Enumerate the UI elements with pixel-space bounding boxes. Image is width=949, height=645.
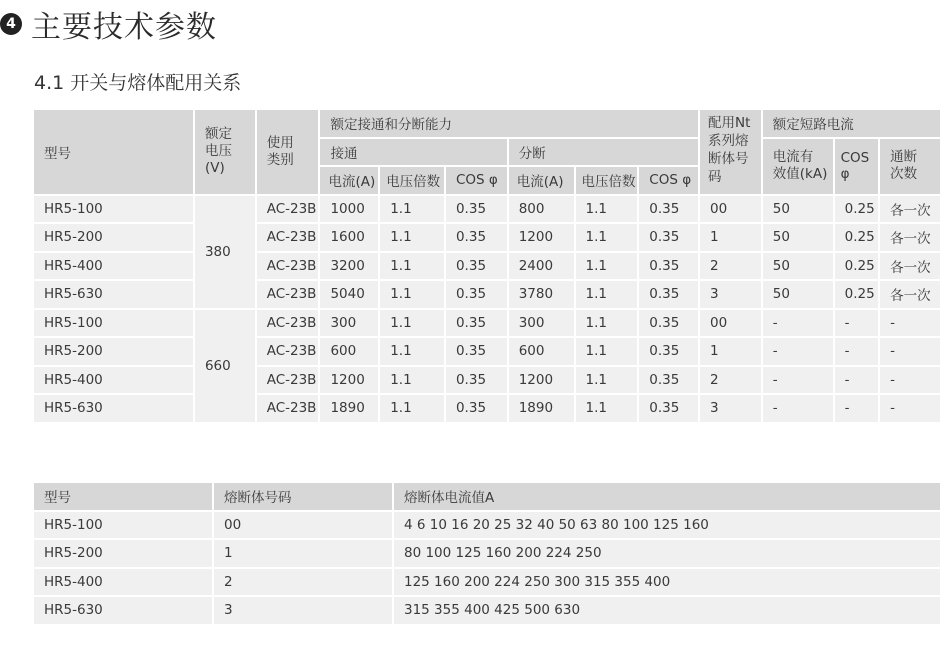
cell-break-voltage-multiple: 1.1 <box>576 338 638 365</box>
cell-fuse-current-values: 80 100 125 160 200 224 250 <box>394 540 940 567</box>
cell-break-voltage-multiple: 1.1 <box>576 253 638 280</box>
cell-break-current: 1200 <box>509 367 574 394</box>
cell-make-voltage-multiple: 1.1 <box>380 338 444 365</box>
cell-make-voltage-multiple: 1.1 <box>380 224 444 251</box>
cell-breaking-times: 各一次 <box>880 196 940 223</box>
table-row <box>34 196 940 223</box>
header-sc-cos: COS φ <box>835 139 879 194</box>
cell-model: HR5-200 <box>34 338 193 365</box>
table-row <box>34 224 940 251</box>
table-row <box>34 281 940 308</box>
cell-nt-code: 1 <box>700 338 761 365</box>
cell-make-current: 600 <box>320 338 378 365</box>
cell-sc-cos: 0.25 <box>835 196 879 223</box>
cell-break-current: 300 <box>509 310 574 337</box>
header-model: 型号 <box>34 110 193 194</box>
cell-model: HR5-100 <box>34 512 212 539</box>
cell-make-current: 1000 <box>320 196 378 223</box>
cell-fuse-current-values: 315 355 400 425 500 630 <box>394 597 940 624</box>
cell-make-cos: 0.35 <box>446 196 507 223</box>
cell-rated-voltage: 660 <box>195 310 255 422</box>
cell-break-cos: 0.35 <box>639 310 698 337</box>
cell-category: AC-23B <box>257 310 319 337</box>
header-rms-current: 电流有 效值(kA) <box>763 139 833 194</box>
cell-breaking-times: - <box>880 338 940 365</box>
cell-nt-code: 00 <box>700 310 761 337</box>
header-fuse-code: 熔断体号码 <box>214 483 392 510</box>
header-nt-series: 配用Nt 系列熔 断体号 码 <box>700 110 761 194</box>
cell-rms-current: - <box>763 395 833 422</box>
table-header-row <box>34 483 940 510</box>
cell-make-voltage-multiple: 1.1 <box>380 395 444 422</box>
cell-breaking-times: 各一次 <box>880 281 940 308</box>
cell-model: HR5-630 <box>34 597 212 624</box>
cell-model: HR5-630 <box>34 395 193 422</box>
cell-break-voltage-multiple: 1.1 <box>576 310 638 337</box>
cell-rms-current: - <box>763 310 833 337</box>
cell-make-current: 1600 <box>320 224 378 251</box>
table-row <box>34 395 940 422</box>
cell-nt-code: 00 <box>700 196 761 223</box>
header-breaking-times: 通断 次数 <box>880 139 940 194</box>
cell-make-cos: 0.35 <box>446 281 507 308</box>
cell-rms-current: - <box>763 367 833 394</box>
cell-make-current: 1200 <box>320 367 378 394</box>
cell-nt-code: 2 <box>700 253 761 280</box>
cell-fuse-current-values: 4 6 10 16 20 25 32 40 50 63 80 100 125 160 <box>394 512 940 539</box>
cell-break-current: 2400 <box>509 253 574 280</box>
table-row <box>34 338 940 365</box>
cell-break-current: 3780 <box>509 281 574 308</box>
cell-rms-current: 50 <box>763 196 833 223</box>
cell-make-voltage-multiple: 1.1 <box>380 281 444 308</box>
cell-fuse-code: 3 <box>214 597 392 624</box>
cell-make-current: 1890 <box>320 395 378 422</box>
cell-sc-cos: - <box>835 395 879 422</box>
cell-model: HR5-200 <box>34 540 212 567</box>
cell-model: HR5-630 <box>34 281 193 308</box>
cell-model: HR5-400 <box>34 569 212 596</box>
cell-make-current: 300 <box>320 310 378 337</box>
cell-model: HR5-400 <box>34 253 193 280</box>
cell-make-cos: 0.35 <box>446 338 507 365</box>
header-category: 使用 类别 <box>257 110 319 194</box>
cell-break-cos: 0.35 <box>639 196 698 223</box>
cell-rated-voltage: 380 <box>195 196 255 308</box>
cell-make-cos: 0.35 <box>446 253 507 280</box>
cell-break-voltage-multiple: 1.1 <box>576 395 638 422</box>
cell-break-current: 600 <box>509 338 574 365</box>
fuse-current-table <box>32 481 942 626</box>
table-row <box>34 540 940 567</box>
cell-break-voltage-multiple: 1.1 <box>576 224 638 251</box>
cell-rms-current: - <box>763 338 833 365</box>
cell-fuse-code: 00 <box>214 512 392 539</box>
cell-breaking-times: - <box>880 395 940 422</box>
cell-make-current: 5040 <box>320 281 378 308</box>
switch-fuse-parameters-table <box>32 108 942 424</box>
cell-make-cos: 0.35 <box>446 224 507 251</box>
cell-rms-current: 50 <box>763 253 833 280</box>
cell-breaking-times: 各一次 <box>880 253 940 280</box>
table-row <box>34 253 940 280</box>
cell-model: HR5-400 <box>34 367 193 394</box>
header-make-voltage-multiple: 电压倍数 <box>380 167 444 194</box>
table-row <box>34 597 940 624</box>
cell-category: AC-23B <box>257 253 319 280</box>
cell-fuse-code: 1 <box>214 540 392 567</box>
cell-make-cos: 0.35 <box>446 310 507 337</box>
cell-break-voltage-multiple: 1.1 <box>576 196 638 223</box>
section-subtitle: 4.1 开关与熔体配用关系 <box>34 72 242 94</box>
cell-rms-current: 50 <box>763 224 833 251</box>
cell-category: AC-23B <box>257 338 319 365</box>
header-break-voltage-multiple: 电压倍数 <box>576 167 638 194</box>
section-heading <box>0 4 217 44</box>
cell-break-current: 1890 <box>509 395 574 422</box>
cell-break-cos: 0.35 <box>639 281 698 308</box>
header-fuse-current-values: 熔断体电流值A <box>394 483 940 510</box>
cell-nt-code: 3 <box>700 281 761 308</box>
cell-sc-cos: 0.25 <box>835 253 879 280</box>
cell-fuse-code: 2 <box>214 569 392 596</box>
header-break-cos: COS φ <box>639 167 698 194</box>
cell-breaking-times: 各一次 <box>880 224 940 251</box>
cell-fuse-current-values: 125 160 200 224 250 300 315 355 400 <box>394 569 940 596</box>
cell-category: AC-23B <box>257 395 319 422</box>
table-row <box>34 512 940 539</box>
cell-make-current: 3200 <box>320 253 378 280</box>
header-make: 接通 <box>320 139 506 166</box>
cell-break-cos: 0.35 <box>639 224 698 251</box>
cell-sc-cos: - <box>835 338 879 365</box>
table-row <box>34 569 940 596</box>
header-make-break-capacity: 额定接通和分断能力 <box>320 110 698 137</box>
cell-sc-cos: - <box>835 367 879 394</box>
cell-make-voltage-multiple: 1.1 <box>380 253 444 280</box>
cell-breaking-times: - <box>880 367 940 394</box>
cell-category: AC-23B <box>257 367 319 394</box>
cell-category: AC-23B <box>257 281 319 308</box>
header-break: 分断 <box>509 139 698 166</box>
cell-model: HR5-100 <box>34 310 193 337</box>
cell-sc-cos: 0.25 <box>835 281 879 308</box>
header-make-cos: COS φ <box>446 167 507 194</box>
cell-model: HR5-200 <box>34 224 193 251</box>
cell-category: AC-23B <box>257 224 319 251</box>
cell-break-voltage-multiple: 1.1 <box>576 281 638 308</box>
table-header-row <box>34 110 940 137</box>
header-make-current: 电流(A) <box>320 167 378 194</box>
cell-break-current: 1200 <box>509 224 574 251</box>
section-number-badge: 4 <box>0 13 22 35</box>
cell-break-current: 800 <box>509 196 574 223</box>
cell-break-cos: 0.35 <box>639 338 698 365</box>
cell-break-cos: 0.35 <box>639 367 698 394</box>
cell-nt-code: 2 <box>700 367 761 394</box>
table-row <box>34 310 940 337</box>
cell-sc-cos: 0.25 <box>835 224 879 251</box>
cell-make-cos: 0.35 <box>446 395 507 422</box>
cell-make-voltage-multiple: 1.1 <box>380 196 444 223</box>
cell-break-voltage-multiple: 1.1 <box>576 367 638 394</box>
cell-break-cos: 0.35 <box>639 253 698 280</box>
header-short-circuit-current: 额定短路电流 <box>763 110 940 137</box>
header-rated-voltage: 额定 电压 (V) <box>195 110 255 194</box>
cell-break-cos: 0.35 <box>639 395 698 422</box>
header-break-current: 电流(A) <box>509 167 574 194</box>
cell-model: HR5-100 <box>34 196 193 223</box>
cell-nt-code: 3 <box>700 395 761 422</box>
cell-nt-code: 1 <box>700 224 761 251</box>
table-row <box>34 367 940 394</box>
cell-rms-current: 50 <box>763 281 833 308</box>
cell-make-voltage-multiple: 1.1 <box>380 310 444 337</box>
cell-make-voltage-multiple: 1.1 <box>380 367 444 394</box>
cell-category: AC-23B <box>257 196 319 223</box>
cell-breaking-times: - <box>880 310 940 337</box>
cell-make-cos: 0.35 <box>446 367 507 394</box>
page-title: 主要技术参数 <box>31 10 217 45</box>
header-model: 型号 <box>34 483 212 510</box>
cell-sc-cos: - <box>835 310 879 337</box>
